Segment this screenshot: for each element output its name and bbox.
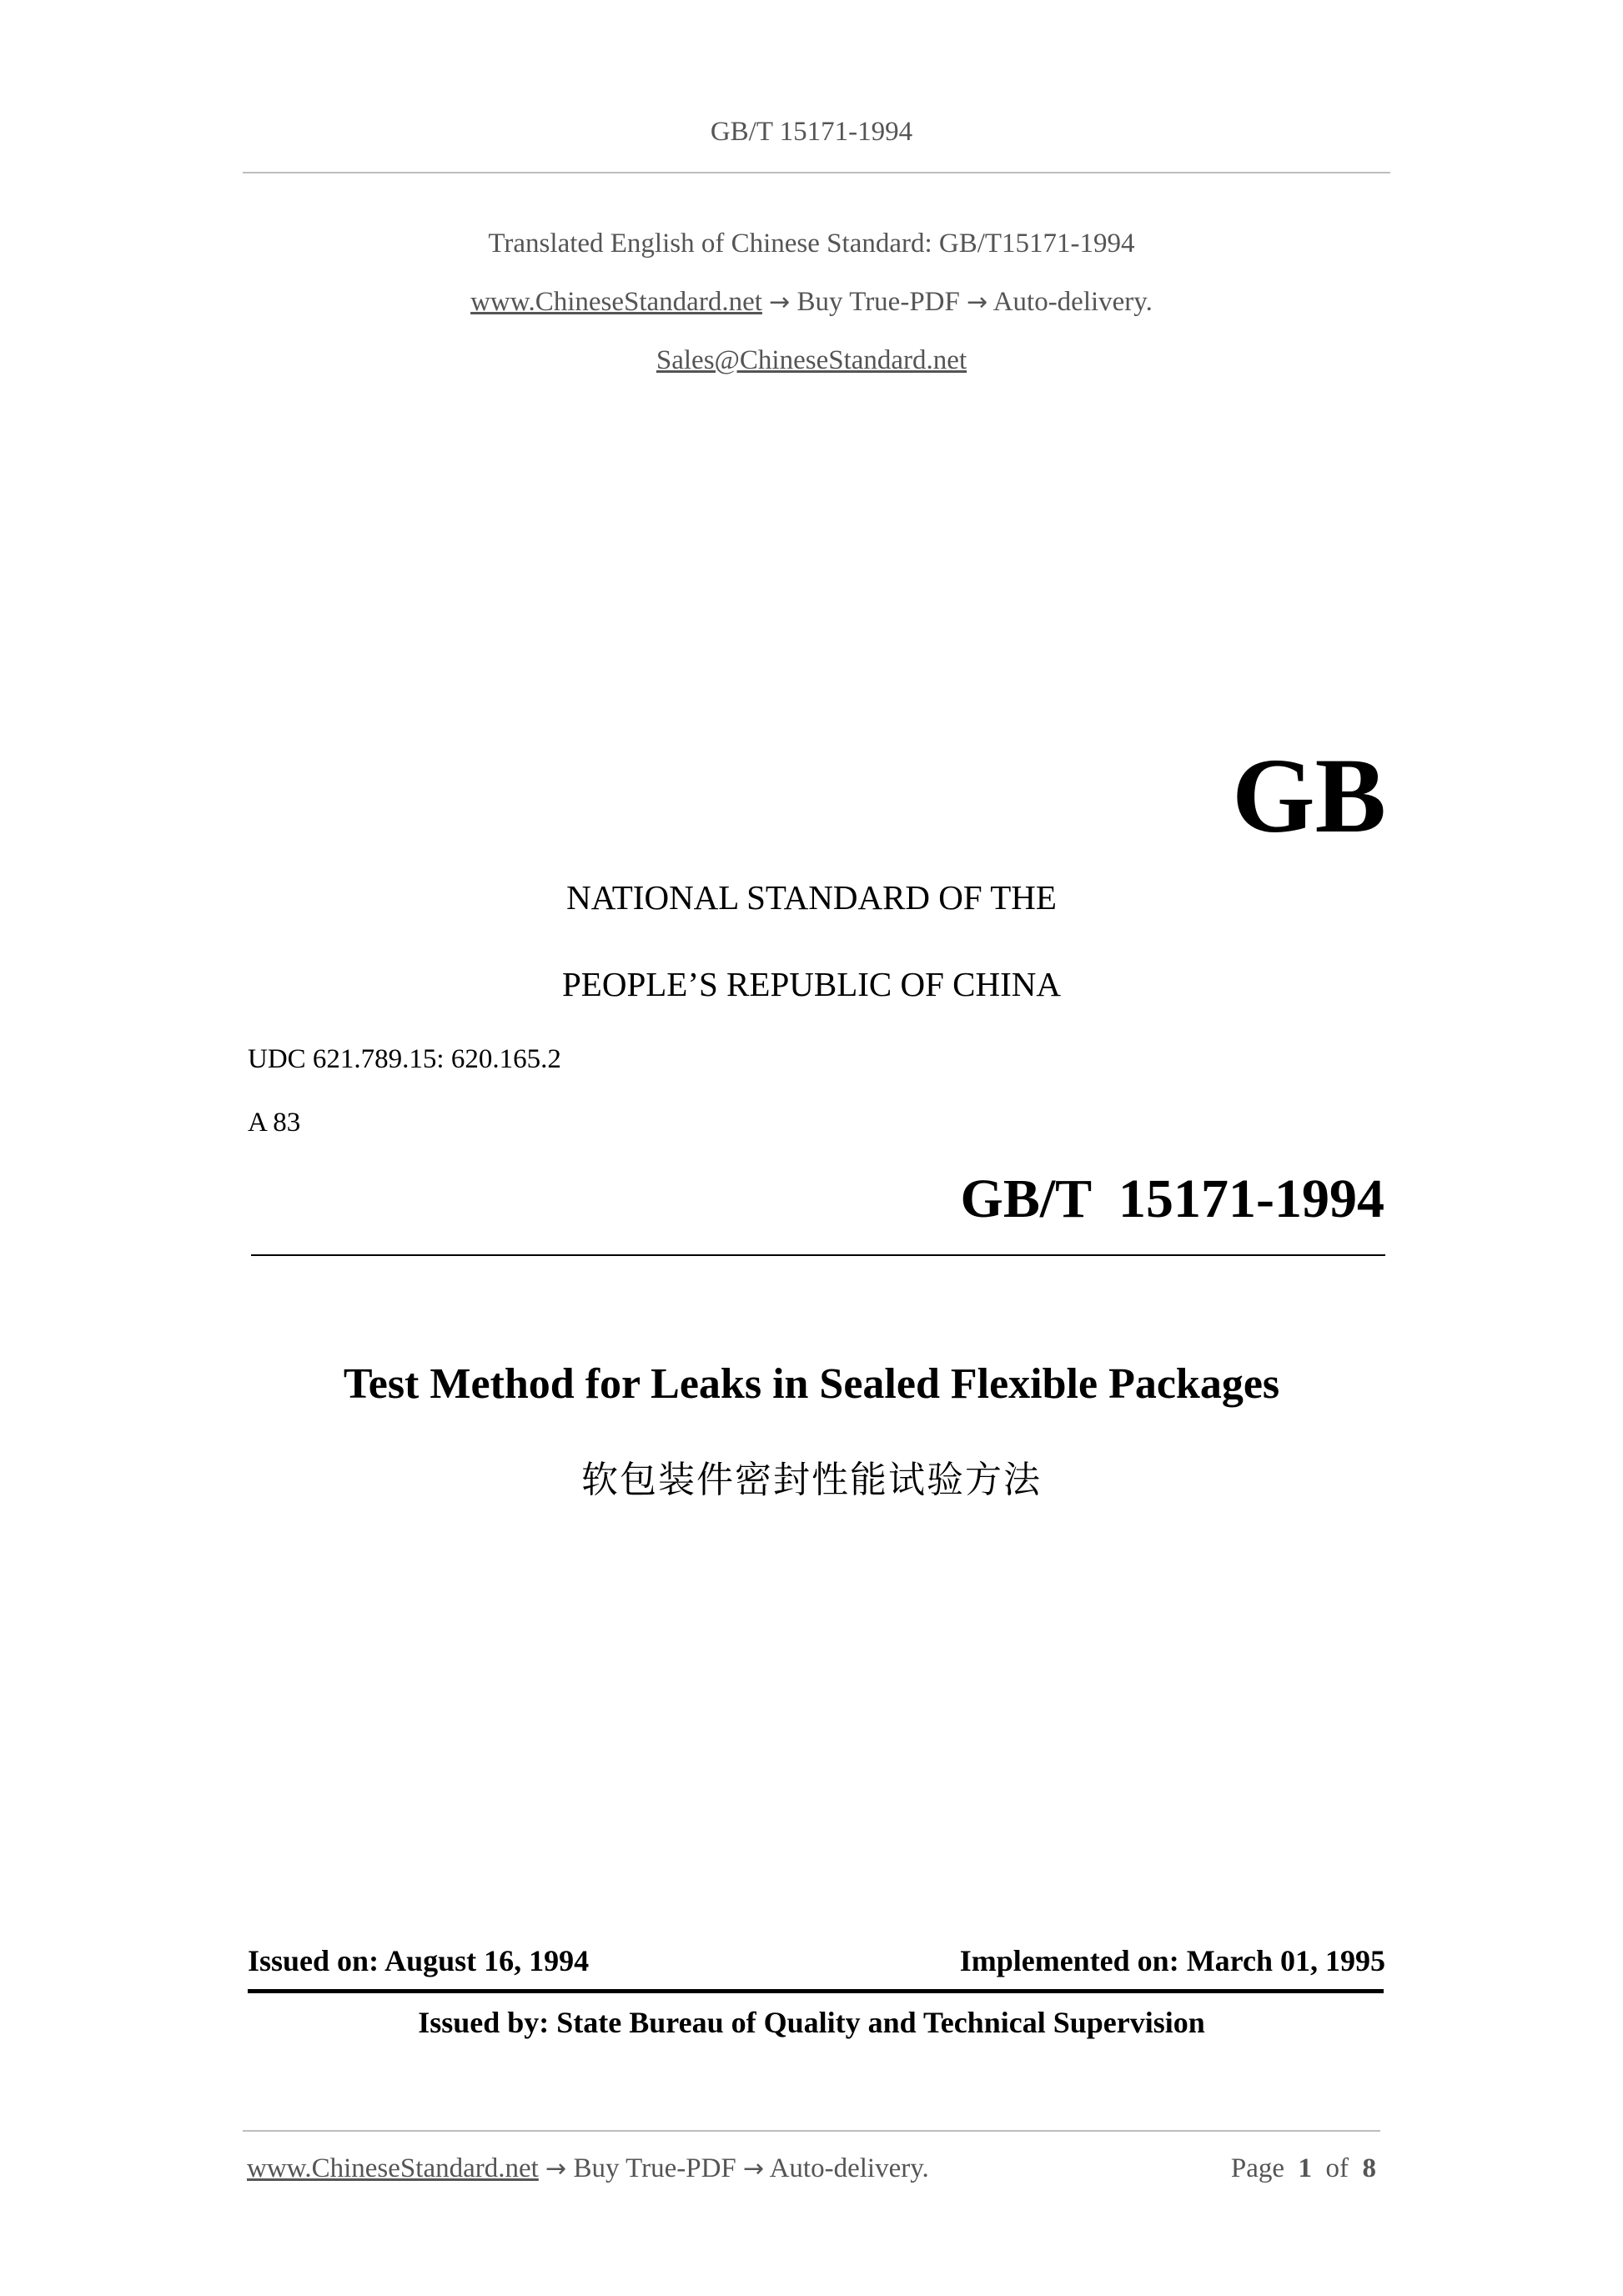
arrow-right-icon: → [743, 2154, 765, 2183]
issued-by: Issued by: State Bureau of Quality and Technical Supervision [418, 2006, 1205, 2039]
document-title-chinese: 软包装件密封性能试验方法 [581, 1459, 1042, 1501]
footer-auto-delivery-text: Auto-delivery. [769, 2153, 929, 2183]
arrow-right-icon: → [769, 288, 791, 317]
page-current: 1 [1298, 2153, 1312, 2183]
category-code: A 83 [248, 1108, 301, 1138]
gb-mark: GB [1232, 736, 1386, 855]
national-standard-line-1: NATIONAL STANDARD OF THE [566, 878, 1057, 917]
buy-true-pdf-text: Buy True-PDF [796, 287, 960, 317]
auto-delivery-text: Auto-delivery. [992, 287, 1153, 317]
translation-notice: Translated English of Chinese Standard: GB/T15171-1994 [488, 229, 1135, 259]
page-indicator [1231, 2153, 1376, 2184]
header-divider [243, 172, 1390, 173]
national-standard-line-2: PEOPLE’S REPUBLIC OF CHINA [562, 965, 1061, 1003]
sales-email-link[interactable]: Sales@ChineseStandard.net [656, 345, 967, 375]
page-word: Page [1230, 2153, 1284, 2183]
standard-number-divider [251, 1254, 1385, 1256]
purchase-line [0, 287, 1623, 318]
standard-number [960, 1168, 1384, 1231]
footer-divider [243, 2130, 1380, 2132]
website-link[interactable]: www.ChineseStandard.net [470, 287, 762, 317]
implemented-on-date: Implemented on: March 01, 1995 [959, 1944, 1385, 1977]
standard-prefix: GB/T [960, 1168, 1092, 1229]
issued-on-date: Issued on: August 16, 1994 [248, 1944, 590, 1977]
footer-buy-true-pdf-text: Buy True-PDF [573, 2153, 736, 2183]
footer-website-link[interactable]: www.ChineseStandard.net [247, 2153, 539, 2183]
of-word: of [1325, 2153, 1349, 2183]
footer-purchase-line [247, 2153, 929, 2184]
page-total: 8 [1362, 2153, 1376, 2183]
arrow-right-icon: → [967, 288, 988, 317]
email-line [0, 345, 1623, 376]
arrow-right-icon: → [545, 2154, 567, 2183]
running-header-title: GB/T 15171-1994 [710, 117, 913, 147]
standard-code: 15171-1994 [1118, 1168, 1384, 1229]
udc-code: UDC 621.789.15: 620.165.2 [248, 1044, 561, 1074]
document-title-english: Test Method for Leaks in Sealed Flexible Packages [343, 1360, 1280, 1408]
issue-divider [248, 1989, 1384, 1993]
